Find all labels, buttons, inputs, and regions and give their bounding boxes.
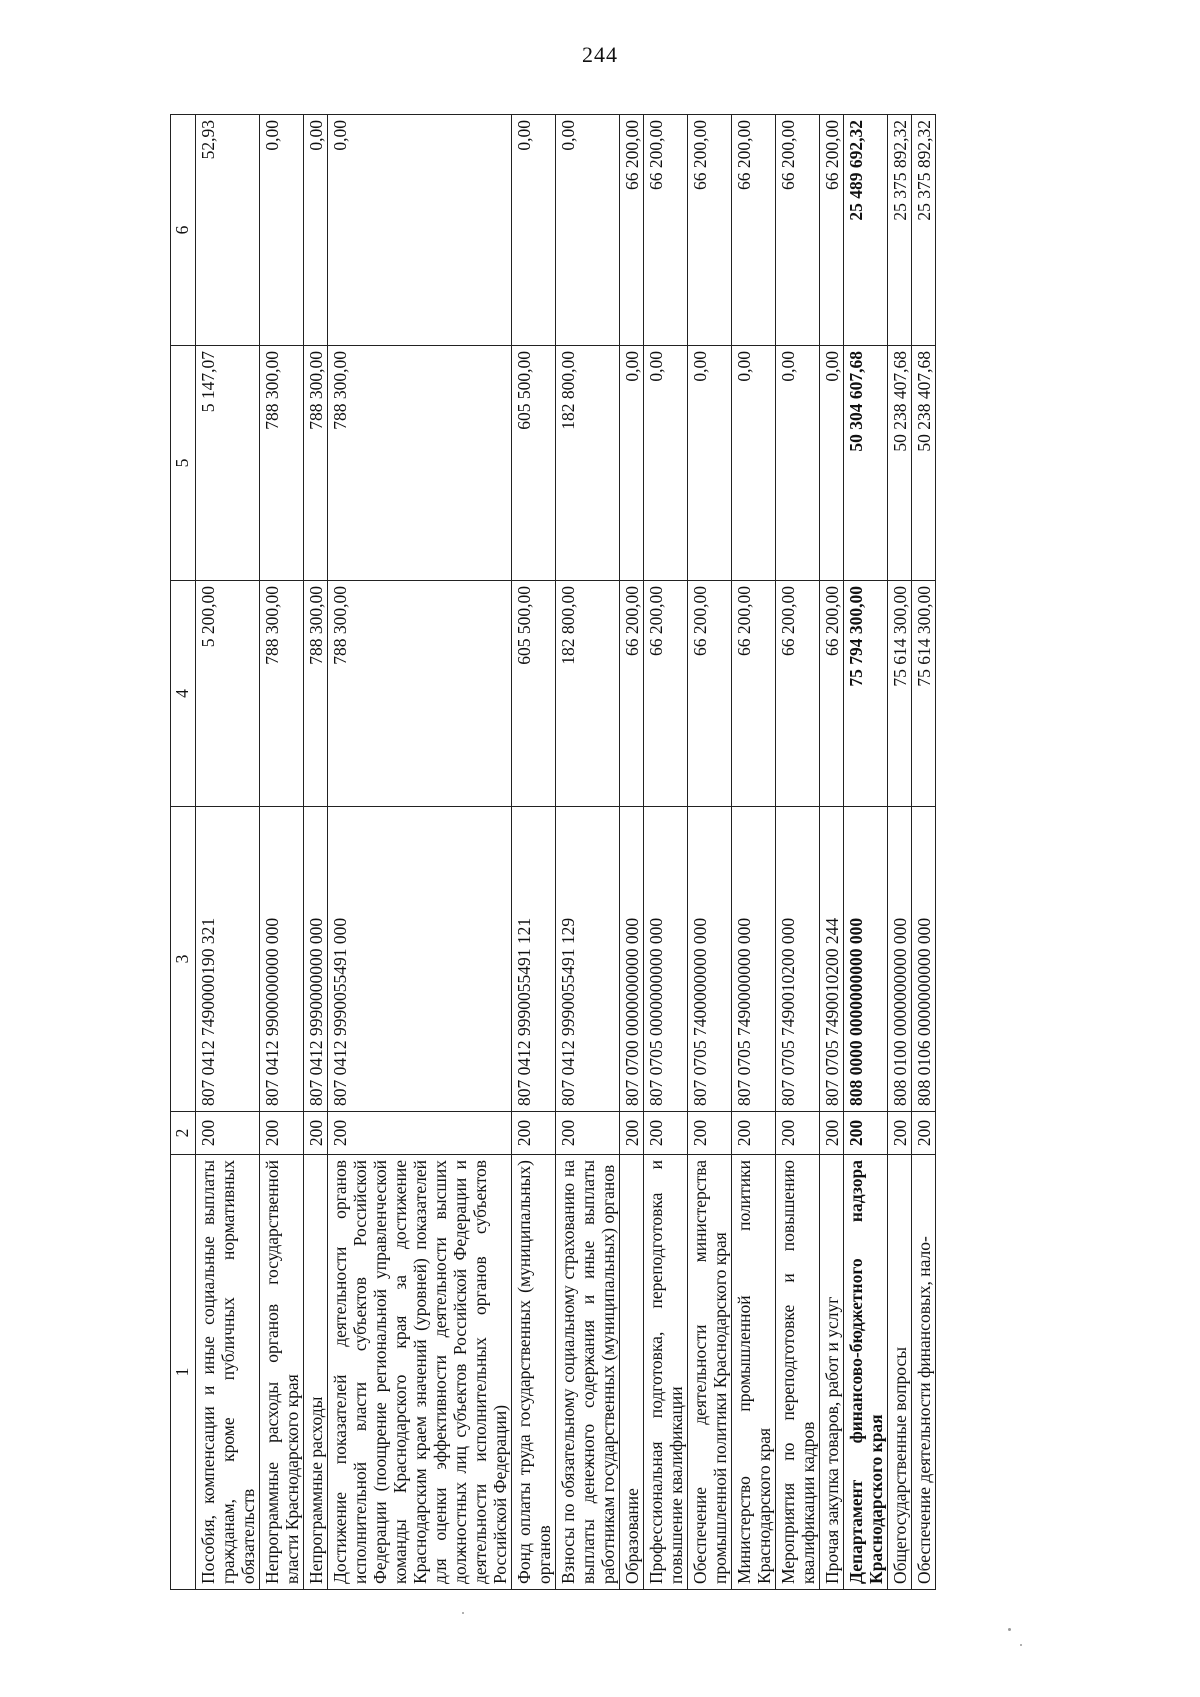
row-budget-code-cell: 807 0412 9990055491 129 <box>556 807 620 1112</box>
row-executed-amount-cell: 50 238 407,68 <box>888 346 912 581</box>
row-line-code-cell: 200 <box>820 1112 844 1155</box>
row-unexecuted-amount-cell: 66 200,00 <box>688 115 732 346</box>
row-line-code-cell: 200 <box>196 1112 260 1155</box>
scan-speck <box>1020 1644 1022 1646</box>
row-unexecuted-amount-cell: 25 375 892,32 <box>888 115 912 346</box>
row-executed-amount-cell: 0,00 <box>688 346 732 581</box>
row-budget-code-cell: 807 0412 9900000000 000 <box>260 807 304 1112</box>
table-row <box>820 115 844 1590</box>
table-row <box>304 115 328 1590</box>
row-budget-code-cell: 808 0100 0000000000 000 <box>888 807 912 1112</box>
row-name-cell: Общегосударственные вопросы <box>888 1155 912 1590</box>
row-unexecuted-amount-cell: 66 200,00 <box>644 115 688 346</box>
table-row <box>732 115 776 1590</box>
row-line-code-cell: 200 <box>260 1112 304 1155</box>
row-line-code-cell: 200 <box>732 1112 776 1155</box>
row-executed-amount-cell: 5 147,07 <box>196 346 260 581</box>
row-budget-code-cell: 807 0412 9990000000 000 <box>304 807 328 1112</box>
row-name-cell: Министерство промышленной политики Краснодарского края <box>732 1155 776 1590</box>
table-row <box>196 115 260 1590</box>
row-unexecuted-amount-cell: 66 200,00 <box>776 115 820 346</box>
row-line-code-cell: 200 <box>620 1112 644 1155</box>
row-executed-amount-cell: 182 800,00 <box>556 346 620 581</box>
header-col-6: 6 <box>171 115 196 346</box>
row-executed-amount-cell: 0,00 <box>644 346 688 581</box>
row-executed-amount-cell: 50 238 407,68 <box>912 346 936 581</box>
table-header-row <box>171 115 196 1590</box>
row-name-cell: Мероприятия по переподготовке и повышению квалификации кадров <box>776 1155 820 1590</box>
row-budget-code-cell: 807 0705 7490000000 000 <box>732 807 776 1112</box>
row-name-cell: Непрограммные расходы органов государственной власти Краснодарского края <box>260 1155 304 1590</box>
row-budget-code-cell: 807 0705 0000000000 000 <box>644 807 688 1112</box>
row-executed-amount-cell: 0,00 <box>776 346 820 581</box>
row-budget-code-cell: 807 0705 7400000000 000 <box>688 807 732 1112</box>
row-approved-amount-cell: 66 200,00 <box>776 581 820 807</box>
row-name-cell: Обеспечение деятельности финансовых, нало- <box>912 1155 936 1590</box>
row-approved-amount-cell: 605 500,00 <box>512 581 556 807</box>
row-name-cell: Фонд оплаты труда государственных (муниципальных) органов <box>512 1155 556 1590</box>
row-line-code-cell: 200 <box>512 1112 556 1155</box>
row-approved-amount-cell: 182 800,00 <box>556 581 620 807</box>
row-approved-amount-cell: 66 200,00 <box>644 581 688 807</box>
table-row <box>328 115 512 1590</box>
row-name-cell: Департамент финансово-бюджетного надзора Краснодарского края <box>844 1155 888 1590</box>
row-executed-amount-cell: 0,00 <box>732 346 776 581</box>
table-row <box>776 115 820 1590</box>
row-approved-amount-cell: 788 300,00 <box>328 581 512 807</box>
row-budget-code-cell: 807 0705 7490010200 000 <box>776 807 820 1112</box>
row-budget-code-cell: 808 0000 0000000000 000 <box>844 807 888 1112</box>
row-budget-code-cell: 808 0106 0000000000 000 <box>912 807 936 1112</box>
row-name-cell: Образование <box>620 1155 644 1590</box>
row-line-code-cell: 200 <box>304 1112 328 1155</box>
row-approved-amount-cell: 75 614 300,00 <box>912 581 936 807</box>
header-col-3: 3 <box>171 807 196 1112</box>
row-unexecuted-amount-cell: 0,00 <box>512 115 556 346</box>
row-budget-code-cell: 807 0412 9990055491 000 <box>328 807 512 1112</box>
table-row <box>844 115 888 1590</box>
header-col-5: 5 <box>171 346 196 581</box>
row-approved-amount-cell: 66 200,00 <box>620 581 644 807</box>
row-unexecuted-amount-cell: 66 200,00 <box>732 115 776 346</box>
row-name-cell: Пособия, компенсации и иные социальные выплаты гражданам, кроме публичных нормативных обязательств <box>196 1155 260 1590</box>
page-number: 244 <box>582 42 618 67</box>
row-budget-code-cell: 807 0700 0000000000 000 <box>620 807 644 1112</box>
row-budget-code-cell: 807 0412 9990055491 121 <box>512 807 556 1112</box>
row-line-code-cell: 200 <box>328 1112 512 1155</box>
row-name-cell: Обеспечение деятельности министерства промышленной политики Краснодарского края <box>688 1155 732 1590</box>
row-unexecuted-amount-cell: 25 489 692,32 <box>844 115 888 346</box>
row-budget-code-cell: 807 0705 7490010200 244 <box>820 807 844 1112</box>
row-approved-amount-cell: 75 614 300,00 <box>888 581 912 807</box>
row-approved-amount-cell: 66 200,00 <box>732 581 776 807</box>
rotated-table-container <box>170 115 1145 1590</box>
table-area <box>170 115 1145 1590</box>
row-budget-code-cell: 807 0412 7490000190 321 <box>196 807 260 1112</box>
table-row <box>644 115 688 1590</box>
row-approved-amount-cell: 66 200,00 <box>820 581 844 807</box>
table-row <box>260 115 304 1590</box>
row-approved-amount-cell: 788 300,00 <box>304 581 328 807</box>
header-col-4: 4 <box>171 581 196 807</box>
row-name-cell: Взносы по обязательному социальному страхованию на выплаты денежного содержания и иные выплаты работникам государственных (муниципальных) органов <box>556 1155 620 1590</box>
scan-speck <box>1008 1628 1011 1631</box>
table-row <box>512 115 556 1590</box>
row-executed-amount-cell: 50 304 607,68 <box>844 346 888 581</box>
row-unexecuted-amount-cell: 52,93 <box>196 115 260 346</box>
row-approved-amount-cell: 75 794 300,00 <box>844 581 888 807</box>
row-line-code-cell: 200 <box>844 1112 888 1155</box>
row-executed-amount-cell: 605 500,00 <box>512 346 556 581</box>
row-approved-amount-cell: 66 200,00 <box>688 581 732 807</box>
row-line-code-cell: 200 <box>776 1112 820 1155</box>
scan-speck <box>462 1612 464 1614</box>
row-executed-amount-cell: 0,00 <box>820 346 844 581</box>
row-executed-amount-cell: 788 300,00 <box>304 346 328 581</box>
row-name-cell: Достижение показателей деятельности органов исполнительной власти субъектов Российской Федерации (поощрение региональной управленческой команды Краснодарского края за достижение Краснодарским краем значений (уровней) показателей для оценки эффективности деятельности высших должностных лиц субъектов Российской Федерации и деятельности исполнительных органов субъектов Российской Федерации) <box>328 1155 512 1590</box>
row-name-cell: Профессиональная подготовка, переподготовка и повышение квалификации <box>644 1155 688 1590</box>
row-unexecuted-amount-cell: 66 200,00 <box>820 115 844 346</box>
row-line-code-cell: 200 <box>688 1112 732 1155</box>
row-unexecuted-amount-cell: 0,00 <box>556 115 620 346</box>
row-unexecuted-amount-cell: 25 375 892,32 <box>912 115 936 346</box>
header-col-2: 2 <box>171 1112 196 1155</box>
budget-execution-table <box>170 114 936 1590</box>
table-row <box>556 115 620 1590</box>
row-name-cell: Непрограммные расходы <box>304 1155 328 1590</box>
row-executed-amount-cell: 788 300,00 <box>328 346 512 581</box>
row-line-code-cell: 200 <box>912 1112 936 1155</box>
table-row <box>688 115 732 1590</box>
row-line-code-cell: 200 <box>556 1112 620 1155</box>
row-approved-amount-cell: 788 300,00 <box>260 581 304 807</box>
row-executed-amount-cell: 788 300,00 <box>260 346 304 581</box>
row-unexecuted-amount-cell: 66 200,00 <box>620 115 644 346</box>
table-row <box>912 115 936 1590</box>
row-unexecuted-amount-cell: 0,00 <box>304 115 328 346</box>
table-row <box>620 115 644 1590</box>
row-unexecuted-amount-cell: 0,00 <box>328 115 512 346</box>
header-col-1: 1 <box>171 1155 196 1590</box>
row-name-cell: Прочая закупка товаров, работ и услуг <box>820 1155 844 1590</box>
row-line-code-cell: 200 <box>644 1112 688 1155</box>
table-body <box>196 115 936 1590</box>
row-executed-amount-cell: 0,00 <box>620 346 644 581</box>
row-unexecuted-amount-cell: 0,00 <box>260 115 304 346</box>
row-line-code-cell: 200 <box>888 1112 912 1155</box>
table-row <box>888 115 912 1590</box>
row-approved-amount-cell: 5 200,00 <box>196 581 260 807</box>
